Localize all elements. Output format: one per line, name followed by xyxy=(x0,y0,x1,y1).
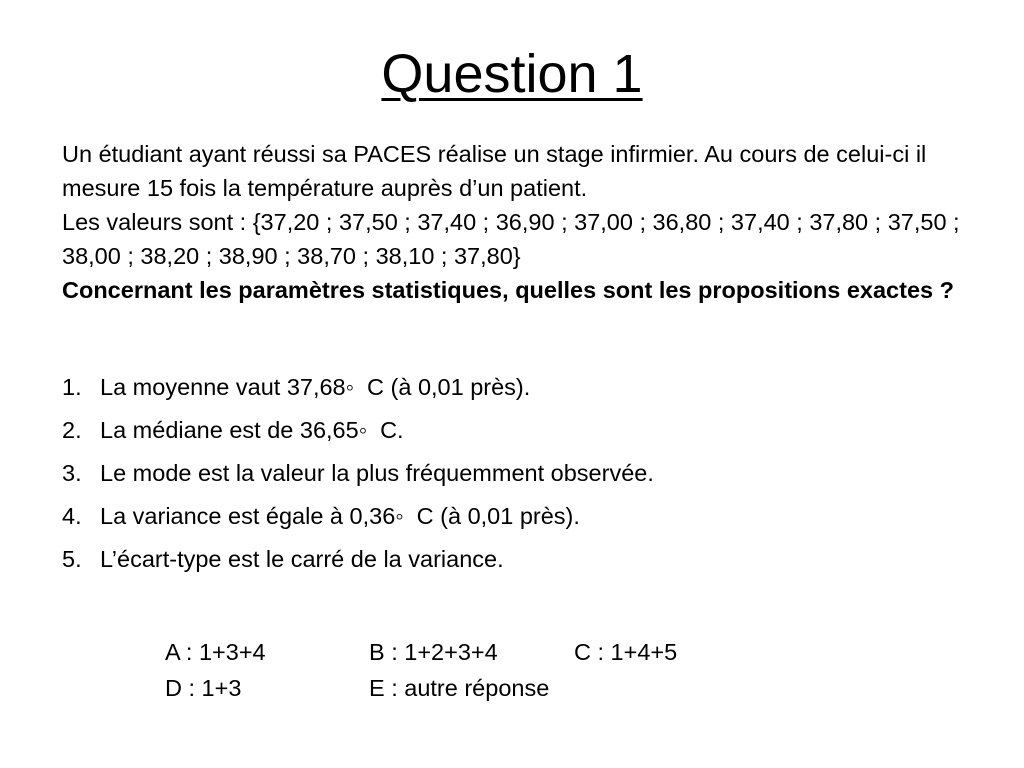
answer-option-e: E : autre réponse xyxy=(369,675,550,701)
question-statement xyxy=(62,137,962,307)
proposition-number: 1. xyxy=(62,374,82,400)
answer-row xyxy=(165,634,677,670)
proposition-text: La médiane est de 36,65◦ C. xyxy=(100,417,404,443)
proposition-number: 3. xyxy=(62,460,82,486)
propositions-list xyxy=(62,370,962,585)
proposition-text: La moyenne vaut 37,68◦ C (à 0,01 près). xyxy=(100,374,531,400)
answer-choices xyxy=(165,634,677,706)
proposition-number: 5. xyxy=(62,546,82,572)
slide-title: Question 1 xyxy=(381,44,643,104)
proposition-item xyxy=(62,413,962,447)
proposition-item xyxy=(62,456,962,490)
answer-option-d: D : 1+3 xyxy=(165,675,242,701)
proposition-item xyxy=(62,499,962,533)
proposition-item xyxy=(62,370,962,404)
values-text: Les valeurs sont : {37,20 ; 37,50 ; 37,40 ; 36,90 ; 37,00 ; 36,80 ; 37,40 ; 37,80 ; 37,50 ; 38,00 ; 38,20 ; 38,90 ; 38,70 ; 38,10 ; 37,80} xyxy=(62,209,960,269)
answer-option-c: C : 1+4+5 xyxy=(574,639,678,665)
answer-option-b: B : 1+2+3+4 xyxy=(369,639,498,665)
proposition-text: Le mode est la valeur la plus fréquemment observée. xyxy=(100,460,654,486)
question-text: Concernant les paramètres statistiques, quelles sont les propositions exactes ? xyxy=(62,277,954,303)
proposition-text: L’écart-type est le carré de la variance. xyxy=(100,546,504,572)
answer-option-a: A : 1+3+4 xyxy=(165,639,266,665)
answer-row xyxy=(165,670,677,706)
proposition-number: 4. xyxy=(62,503,82,529)
proposition-number: 2. xyxy=(62,417,82,443)
proposition-text: La variance est égale à 0,36◦ C (à 0,01 près). xyxy=(100,503,580,529)
context-text: Un étudiant ayant réussi sa PACES réalise un stage infirmier. Au cours de celui-ci il mesure 15 fois la température auprès d’un patient. xyxy=(62,141,927,201)
proposition-item xyxy=(62,542,962,576)
